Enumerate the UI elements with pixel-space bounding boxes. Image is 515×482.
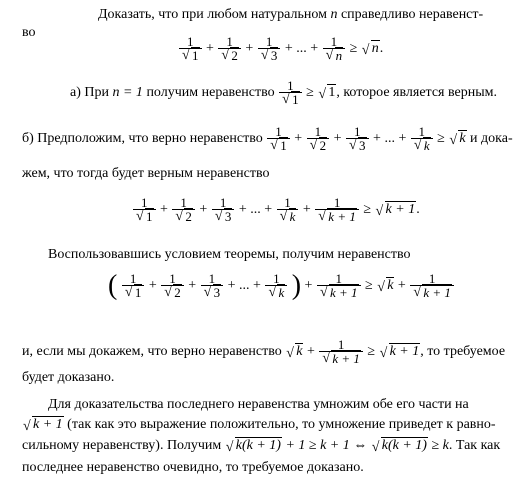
para-line-1: Для доказательства последнего неравенства умножим обе его части на (48, 397, 469, 412)
k1-inequality: 1 √ 1 + 1 √ 2 + 1 √ 3 + ... + 1 √ k + 1 √ k + 1 ≥ √ k + 1. (132, 197, 420, 223)
para-line-3: сильному неравенству). Получим √ k(k + 1) + 1 ≥ k + 1 ⇔ √ k(k + 1) ≥ k. Так как (22, 438, 500, 454)
fraction: 1 √ n (323, 36, 346, 62)
intro-line-2: во (22, 25, 36, 40)
fraction: 1 √ 2 (218, 36, 241, 62)
if-prove: и, если мы докажем, что верно неравенство √ k + 1 √ k + 1 ≥ √ k + 1, то требуемое (22, 339, 505, 365)
bracketed-inequality: ( 1 √ 1 + 1 √ 2 + 1 √ 3 + ... + 1 √ k ) + 1 √ k + 1 ≥ √ k + 1 √ k + 1 (108, 272, 455, 300)
para-line-4: последнее неравенство очевидно, то требуемое доказано. (22, 460, 364, 475)
case-a: а) При n = 1 получим неравенство 1 √ 1 ≥ √ 1, которое является верным. (70, 80, 497, 106)
fraction: 1 √ 3 (258, 36, 281, 62)
fraction: 1 √ 1 (179, 36, 202, 62)
proved-line: будет доказано. (22, 370, 115, 385)
main-inequality: 1 √ 1 + 1 √ 2 + 1 √ 3 + ... + 1 √ n ≥ √ n. (178, 36, 383, 62)
intro-line: Доказать, что при любом натуральном n справедливо неравенст- (98, 7, 484, 22)
case-b: б) Предположим, что верно неравенство 1 √ 1 + 1 √ 2 + 1 √ 3 + ... + 1 √ k ≥ √ k и дока- (22, 126, 513, 152)
para-line-2: √ k + 1 (так как это выражение положительно, то умножение приведет к равно- (22, 417, 496, 433)
case-b-2: жем, что тогда будет верным неравенство (22, 166, 270, 181)
use-theorem: Воспользовавшись условием теоремы, получим неравенство (48, 247, 411, 262)
